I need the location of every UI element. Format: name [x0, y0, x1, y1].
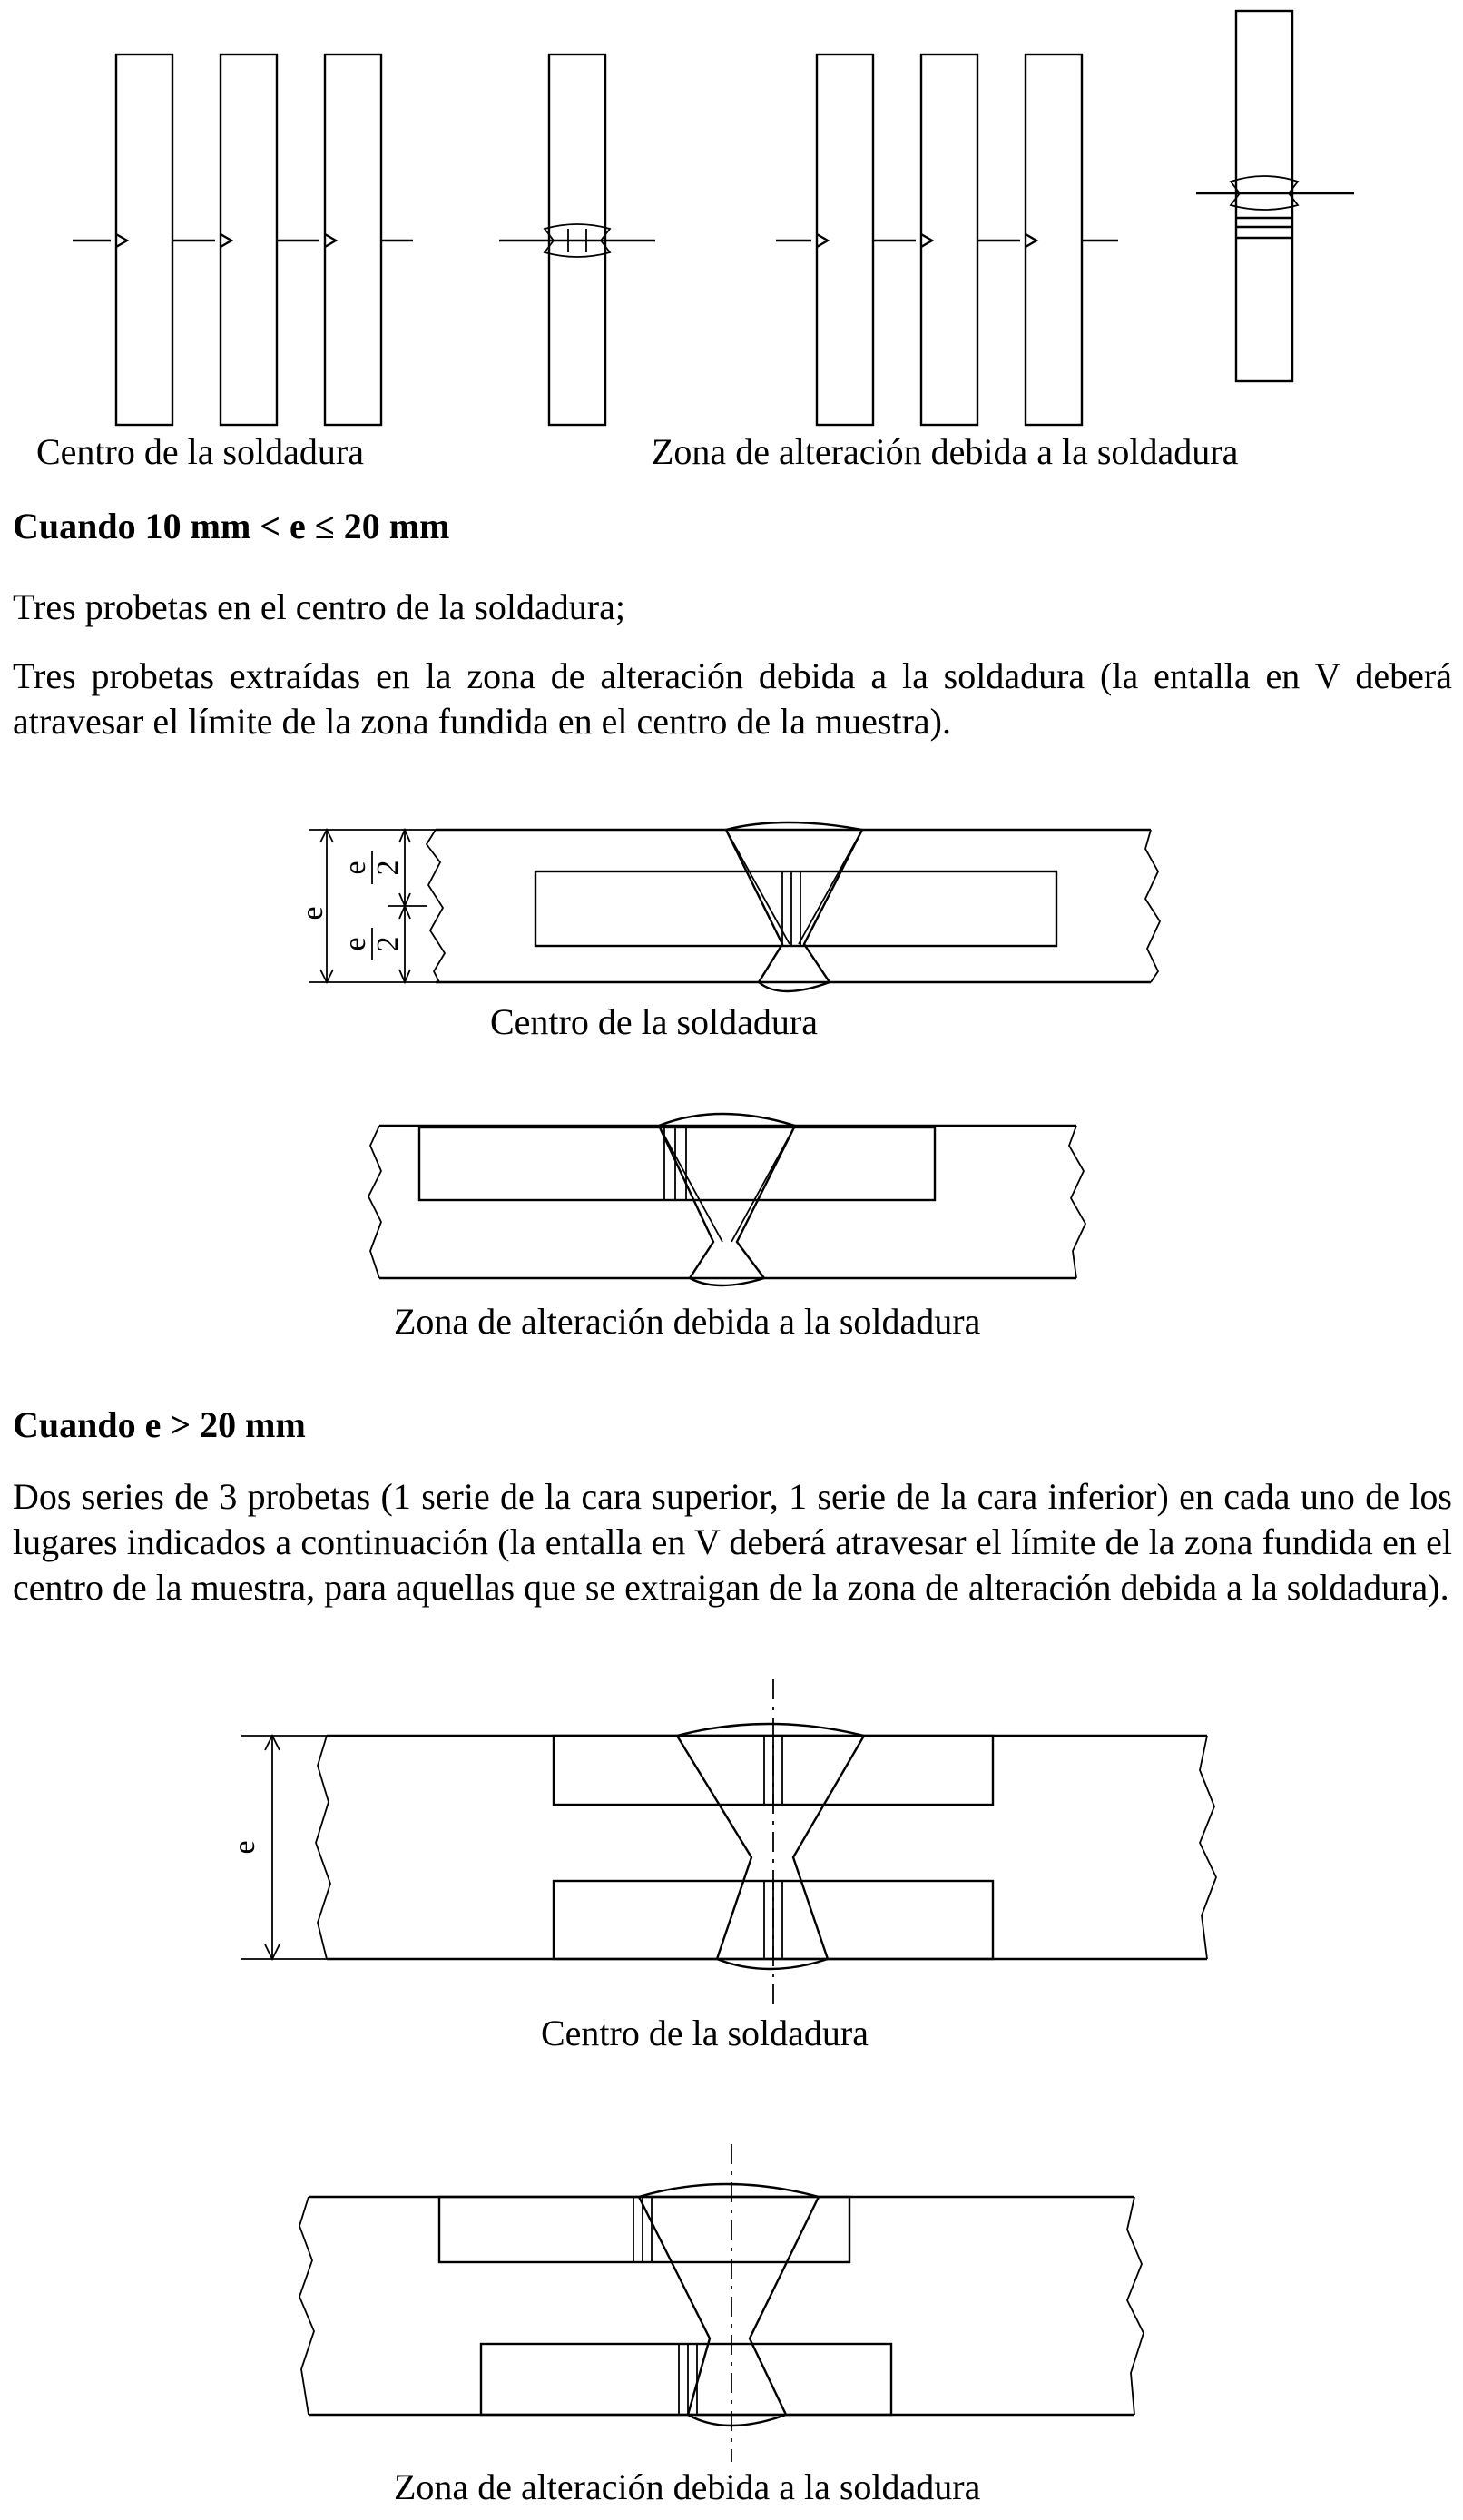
specimen-strips-drawing — [0, 0, 1463, 427]
fig3-caption: Zona de alteración debida a la soldadura — [394, 1301, 981, 1342]
section2-paragraph: Dos series de 3 probetas (1 serie de la cara superior, 1 serie de la cara inferior) en cada uno de los lugares indicados a continuación (la entalla en V deberá atravesar el límite de la zona fundida en el centro de la muestra, para aquellas que se extraigan de la zona de alteración debida a la soldadura). — [13, 1476, 1452, 1608]
thick-haz-figure — [0, 2133, 1463, 2469]
weld-centre-section-drawing — [0, 817, 1463, 999]
section1-paragraph-2: Tres probetas extraídas en la zona de alteración debida a la soldadura (la entalla en V deberá atravesar el límite de la zona fundida en el centro de la muestra). — [13, 655, 1452, 742]
half-e-top-denominator: 2 — [371, 860, 405, 876]
fig5-caption: Zona de alteración debida a la soldadura — [394, 2466, 981, 2507]
thick-haz-drawing — [0, 2133, 1463, 2469]
weld-centre-section-figure — [0, 817, 1463, 999]
dimension-half-e-top — [339, 851, 405, 884]
half-e-bottom-denominator: 2 — [371, 936, 405, 952]
haz-strips — [776, 54, 1118, 425]
dimension-half-e-bottom — [339, 928, 405, 960]
haz-single-strip — [1196, 11, 1354, 381]
fig4-caption: Centro de la soldadura — [541, 2013, 869, 2053]
dimension-e-label: e — [296, 906, 329, 920]
specimen-strips-figure — [0, 0, 1463, 427]
section1-heading: Cuando 10 mm < e ≤ 20 mm — [13, 506, 450, 546]
dimension-e — [296, 906, 329, 920]
fig1-caption-left: Centro de la soldadura — [36, 431, 364, 472]
section1-paragraph-1: Tres probetas en el centro de la soldadura; — [13, 586, 625, 627]
haz-section-figure — [0, 1089, 1463, 1289]
thick-dimension-e-label: e — [228, 1840, 261, 1855]
haz-section-drawing — [0, 1089, 1463, 1289]
half-e-top-numerator: e — [339, 861, 372, 875]
thick-weld-centre-drawing — [0, 1670, 1463, 2015]
fig2-caption: Centro de la soldadura — [490, 1001, 818, 1042]
fig1-caption-right: Zona de alteración debida a la soldadura — [652, 431, 1239, 472]
half-e-bottom-numerator: e — [339, 937, 372, 951]
weld-centre-single-strip — [499, 54, 655, 425]
weld-centre-strips — [73, 54, 413, 425]
thick-weld-centre-figure — [0, 1670, 1463, 2015]
section2-heading: Cuando e > 20 mm — [13, 1404, 306, 1445]
